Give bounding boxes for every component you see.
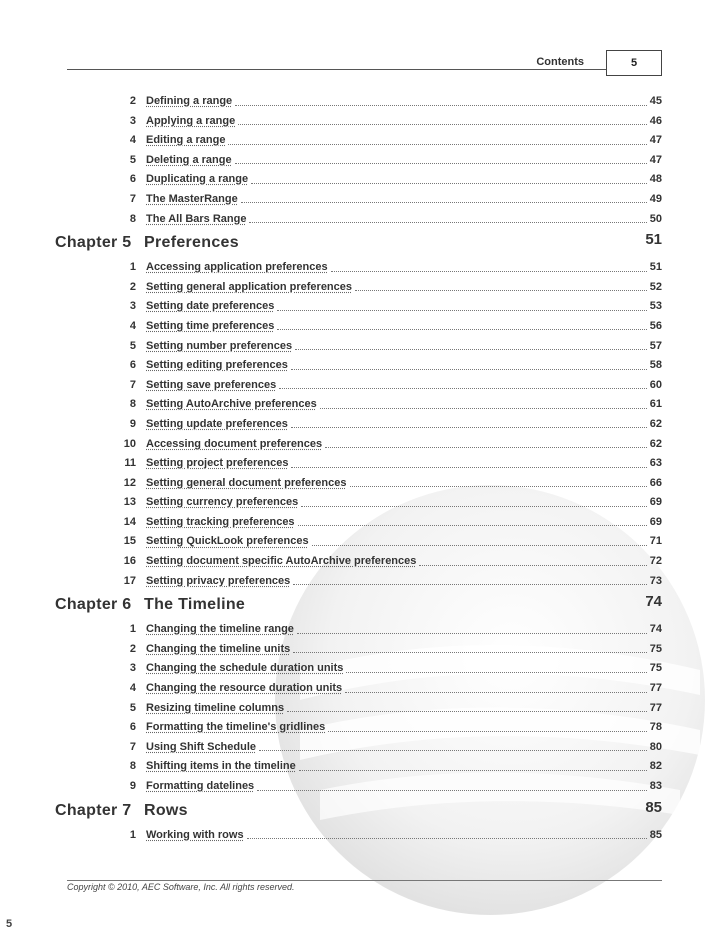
dot-leader — [293, 576, 646, 585]
toc-entry[interactable] — [0, 552, 728, 572]
entry-title-link[interactable]: Setting general application preferences — [146, 280, 353, 293]
entry-page-number: 69 — [649, 515, 662, 528]
entry-page-number: 82 — [649, 760, 662, 773]
entry-line — [146, 193, 662, 205]
entry-line — [146, 760, 662, 772]
entry-number: 7 — [129, 192, 136, 205]
dot-leader — [346, 664, 646, 673]
footer-rule — [67, 880, 662, 881]
chapter-page-number: 74 — [645, 593, 662, 611]
chapter-title: The Timeline — [144, 596, 246, 614]
entry-line — [146, 702, 662, 714]
entry-title-link[interactable]: Formatting datelines — [146, 780, 255, 792]
entry-line — [146, 496, 662, 508]
entry-title-link[interactable]: Deleting a range — [146, 153, 232, 166]
toc-entry[interactable] — [0, 718, 728, 738]
dot-leader — [259, 742, 647, 751]
toc-entry[interactable] — [0, 258, 728, 278]
entry-title-link[interactable]: Working with rows — [146, 828, 244, 841]
entry-number: 8 — [129, 212, 136, 225]
toc-entry[interactable] — [0, 738, 728, 758]
dot-leader — [238, 116, 647, 125]
entry-number: 3 — [129, 300, 136, 313]
toc-entry[interactable] — [0, 337, 728, 357]
entry-number: 9 — [129, 417, 136, 430]
entry-line — [146, 173, 662, 185]
toc-entry[interactable] — [0, 572, 728, 592]
dot-leader — [277, 321, 646, 330]
dot-leader — [345, 684, 647, 693]
entry-page-number: 45 — [649, 95, 662, 107]
entry-page-number: 63 — [649, 457, 662, 470]
entry-page-number: 58 — [649, 359, 662, 372]
entry-number: 2 — [129, 95, 136, 107]
toc-entry[interactable] — [0, 317, 728, 337]
entry-number: 12 — [123, 476, 136, 489]
entry-number: 4 — [129, 682, 136, 695]
entry-line — [146, 418, 662, 430]
entry-title-link[interactable]: Setting QuickLook preferences — [146, 535, 309, 548]
entry-title-link[interactable]: Defining a range — [146, 95, 233, 107]
entry-line — [146, 261, 662, 273]
entry-line — [146, 682, 662, 694]
entry-title-link[interactable]: Setting date preferences — [146, 300, 275, 313]
entry-title-link[interactable]: Applying a range — [146, 114, 236, 127]
entry-number: 7 — [129, 378, 136, 391]
toc-entry[interactable] — [0, 190, 728, 210]
entry-page-number: 71 — [649, 535, 662, 548]
entry-line — [146, 134, 662, 146]
dot-leader — [277, 302, 646, 311]
entry-page-number: 49 — [649, 192, 662, 205]
entry-number: 4 — [129, 134, 136, 147]
entry-number: 1 — [129, 623, 136, 636]
entry-title-link[interactable]: Duplicating a range — [146, 173, 249, 186]
header-section-label: Contents — [536, 56, 584, 68]
toc-entry[interactable] — [0, 777, 728, 797]
entry-line — [146, 516, 662, 528]
entry-title-link[interactable]: Setting document specific AutoArchive preferences — [146, 555, 417, 568]
entry-page-number: 75 — [649, 662, 662, 675]
dot-leader — [247, 830, 647, 839]
entry-page-number: 80 — [649, 740, 662, 753]
entry-line — [146, 643, 662, 655]
entry-page-number: 51 — [649, 261, 662, 274]
dot-leader — [325, 439, 647, 448]
entry-number: 3 — [129, 662, 136, 675]
entry-line — [146, 555, 662, 567]
entry-title-link[interactable]: Shifting items in the timeline — [146, 760, 296, 773]
entry-line — [146, 379, 662, 391]
entry-title-link[interactable]: Formatting the timeline's gridlines — [146, 721, 326, 734]
entry-line — [146, 780, 662, 792]
entry-number: 14 — [123, 515, 136, 528]
dot-leader — [419, 557, 646, 566]
toc-entry[interactable] — [0, 376, 728, 396]
entry-number: 6 — [129, 173, 136, 186]
entry-page-number: 53 — [649, 300, 662, 313]
entry-title-link[interactable]: Resizing timeline columns — [146, 701, 285, 714]
entry-line — [146, 721, 662, 733]
dot-leader — [287, 703, 647, 712]
entry-page-number: 83 — [649, 780, 662, 792]
toc-entry[interactable] — [0, 92, 728, 112]
entry-page-number: 85 — [649, 828, 662, 841]
entry-page-number: 77 — [649, 701, 662, 714]
entry-line — [146, 95, 662, 107]
entry-page-number: 75 — [649, 642, 662, 655]
chapter-label: Chapter 6 — [55, 596, 132, 614]
entry-title-link[interactable]: Setting AutoArchive preferences — [146, 398, 317, 411]
entry-line — [146, 457, 662, 469]
toc-entry[interactable] — [0, 112, 728, 132]
toc-entry[interactable] — [0, 131, 728, 151]
dot-leader — [241, 194, 647, 203]
entry-page-number: 73 — [649, 574, 662, 587]
entry-page-number: 61 — [649, 398, 662, 411]
entry-number: 5 — [129, 701, 136, 714]
table-of-contents — [0, 92, 728, 845]
entry-number: 11 — [124, 457, 136, 470]
footer-copyright: Copyright © 2010, AEC Software, Inc. All rights reserved. — [67, 882, 295, 892]
header-rule — [67, 69, 662, 70]
entry-title-link[interactable]: Setting save preferences — [146, 378, 277, 391]
toc-chapter-heading[interactable] — [0, 797, 728, 826]
dot-leader — [251, 175, 647, 184]
entry-line — [146, 359, 662, 371]
entry-number: 8 — [129, 398, 136, 411]
dot-leader — [355, 282, 647, 291]
entry-number: 10 — [123, 437, 136, 450]
entry-number: 2 — [129, 642, 136, 655]
entry-title-link[interactable]: Accessing application preferences — [146, 261, 328, 274]
entry-number: 16 — [123, 555, 136, 568]
dot-leader — [249, 214, 646, 223]
toc-entry[interactable] — [0, 170, 728, 190]
entry-line — [146, 398, 662, 410]
dot-leader — [257, 782, 647, 791]
entry-page-number: 56 — [649, 319, 662, 332]
toc-entry[interactable] — [0, 454, 728, 474]
toc-chapter-heading[interactable] — [0, 591, 728, 620]
toc-entry[interactable] — [0, 620, 728, 640]
dot-leader — [298, 517, 647, 526]
footer-page-number: 5 — [6, 918, 13, 930]
entry-line — [146, 281, 662, 293]
chapter-page-number: 85 — [645, 798, 662, 816]
entry-number: 5 — [129, 153, 136, 166]
dot-leader — [228, 136, 646, 145]
page-header — [67, 50, 662, 74]
entry-page-number: 72 — [649, 555, 662, 568]
entry-title-link[interactable]: The All Bars Range — [146, 212, 247, 225]
entry-number: 8 — [129, 760, 136, 773]
entry-number: 9 — [129, 780, 136, 792]
entry-page-number: 47 — [649, 134, 662, 147]
dot-leader — [291, 361, 647, 370]
entry-title-link[interactable]: Editing a range — [146, 134, 226, 147]
toc-entry[interactable] — [0, 297, 728, 317]
header-page-number: 5 — [606, 50, 662, 76]
entry-page-number: 50 — [649, 212, 662, 225]
toc-entry[interactable] — [0, 210, 728, 230]
toc-entry[interactable] — [0, 151, 728, 171]
toc-entry[interactable] — [0, 435, 728, 455]
entry-number: 6 — [129, 359, 136, 372]
entry-line — [146, 575, 662, 587]
entry-number: 4 — [129, 319, 136, 332]
entry-title-link[interactable]: Setting update preferences — [146, 417, 288, 430]
entry-title-link[interactable]: Changing the timeline units — [146, 642, 291, 655]
dot-leader — [297, 625, 647, 634]
toc-entry[interactable] — [0, 395, 728, 415]
toc-entry[interactable] — [0, 474, 728, 494]
entry-page-number: 62 — [649, 437, 662, 450]
toc-entry[interactable] — [0, 513, 728, 533]
toc-entry[interactable] — [0, 659, 728, 679]
entry-line — [146, 662, 662, 674]
dot-leader — [320, 400, 647, 409]
dot-leader — [299, 762, 647, 771]
entry-number: 1 — [129, 828, 136, 841]
dot-leader — [291, 459, 646, 468]
entry-page-number: 48 — [649, 173, 662, 186]
dot-leader — [301, 498, 647, 507]
chapter-label: Chapter 7 — [55, 801, 132, 819]
chapter-title: Rows — [144, 801, 188, 819]
toc-entry[interactable] — [0, 356, 728, 376]
toc-entry[interactable] — [0, 699, 728, 719]
entry-title-link[interactable]: Changing the schedule duration units — [146, 662, 344, 675]
entry-page-number: 74 — [649, 623, 662, 636]
chapter-page-number: 51 — [645, 231, 662, 249]
toc-entry[interactable] — [0, 278, 728, 298]
entry-page-number: 52 — [649, 280, 662, 293]
entry-line — [146, 438, 662, 450]
entry-page-number: 78 — [649, 721, 662, 734]
entry-line — [146, 154, 662, 166]
entry-page-number: 66 — [649, 476, 662, 489]
chapter-title: Preferences — [144, 234, 239, 252]
entry-line — [146, 115, 662, 127]
entry-page-number: 60 — [649, 378, 662, 391]
entry-page-number: 46 — [649, 114, 662, 127]
entry-number: 1 — [129, 261, 136, 274]
entry-page-number: 77 — [649, 682, 662, 695]
entry-line — [146, 741, 662, 753]
entry-line — [146, 477, 662, 489]
entry-line — [146, 535, 662, 547]
entry-page-number: 57 — [649, 339, 662, 352]
entry-title-link[interactable]: Using Shift Schedule — [146, 740, 257, 753]
entry-page-number: 47 — [649, 153, 662, 166]
entry-title-link[interactable]: Changing the timeline range — [146, 623, 294, 636]
dot-leader — [235, 155, 647, 164]
entry-page-number: 69 — [649, 496, 662, 509]
entry-line — [146, 829, 662, 841]
entry-number: 5 — [129, 339, 136, 352]
entry-title-link[interactable]: The MasterRange — [146, 192, 238, 205]
dot-leader — [295, 341, 647, 350]
toc-entry[interactable] — [0, 826, 728, 846]
entry-number: 13 — [123, 496, 136, 509]
entry-title-link[interactable]: Setting general document preferences — [146, 476, 347, 489]
toc-entry[interactable] — [0, 493, 728, 513]
dot-leader — [293, 644, 647, 653]
dot-leader — [235, 97, 647, 106]
toc-chapter-heading[interactable] — [0, 229, 728, 258]
entry-number: 2 — [129, 280, 136, 293]
entry-number: 15 — [123, 535, 136, 548]
entry-title-link[interactable]: Accessing document preferences — [146, 437, 323, 450]
toc-entry[interactable] — [0, 415, 728, 435]
dot-leader — [291, 419, 647, 428]
entry-line — [146, 340, 662, 352]
dot-leader — [312, 537, 647, 546]
toc-entry[interactable] — [0, 757, 728, 777]
entry-number: 6 — [129, 721, 136, 734]
dot-leader — [328, 723, 647, 732]
dot-leader — [331, 263, 647, 272]
entry-number: 7 — [129, 740, 136, 753]
dot-leader — [279, 380, 647, 389]
entry-title-link[interactable]: Setting tracking preferences — [146, 515, 295, 528]
entry-number: 17 — [123, 574, 136, 587]
entry-page-number: 62 — [649, 417, 662, 430]
entry-line — [146, 320, 662, 332]
dot-leader — [350, 478, 647, 487]
entry-title-link[interactable]: Setting editing preferences — [146, 359, 288, 372]
entry-title-link[interactable]: Setting currency preferences — [146, 496, 299, 509]
toc-entry[interactable] — [0, 679, 728, 699]
entry-title-link[interactable]: Setting time preferences — [146, 319, 275, 332]
chapter-label: Chapter 5 — [55, 234, 132, 252]
entry-title-link[interactable]: Setting project preferences — [146, 457, 289, 470]
toc-entry[interactable] — [0, 640, 728, 660]
toc-entry[interactable] — [0, 532, 728, 552]
entry-number: 3 — [129, 114, 136, 127]
entry-title-link[interactable]: Setting number preferences — [146, 339, 293, 352]
entry-line — [146, 300, 662, 312]
entry-title-link[interactable]: Setting privacy preferences — [146, 574, 291, 587]
entry-line — [146, 623, 662, 635]
entry-line — [146, 213, 662, 225]
entry-title-link[interactable]: Changing the resource duration units — [146, 682, 343, 695]
